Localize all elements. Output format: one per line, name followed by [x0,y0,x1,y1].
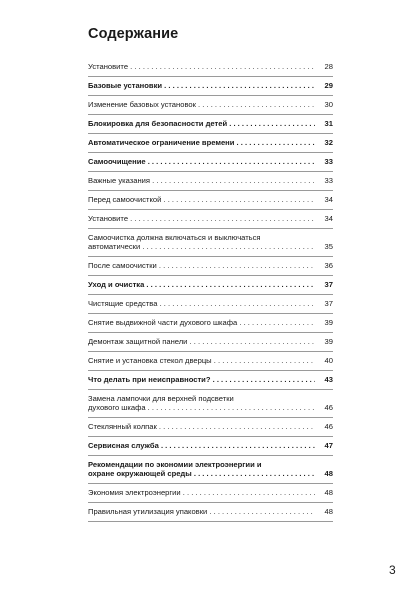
toc-entry-page: 48 [315,488,333,497]
toc-entry-title: Базовые установки [88,81,163,90]
toc-entry-title: Самоочистка должна включаться и выключаться [88,233,261,242]
toc-entry [88,503,333,522]
toc-entry-title: Установите [88,62,129,71]
toc-entry-title: Самоочищение [88,157,146,166]
toc-entry [88,314,333,333]
toc-entry [88,371,333,390]
toc-entry [88,418,333,437]
toc-entry-title: Уход и очистка [88,280,145,289]
toc-entry-title: Рекомендации по экономии электроэнергии и [88,460,262,469]
toc-entry-page: 28 [315,62,333,71]
toc-entry [88,276,333,295]
toc-entry-page: 37 [315,299,333,308]
toc-entry-page: 33 [315,157,333,166]
toc-entry-title: После самоочистки [88,261,157,270]
toc-entry-page: 39 [315,337,333,346]
toc-entry [88,191,333,210]
toc-entry-page: 40 [315,356,333,365]
toc-entry-page: 31 [315,119,333,128]
toc-entry-page: 29 [315,81,333,90]
toc-entry-title: Правильная утилизация упаковки [88,507,208,516]
toc-entry-page: 48 [315,469,333,478]
toc-entry-title: Замена лампочки для верхней подсветки [88,394,234,403]
toc-entry [88,58,333,77]
toc-entry [88,77,333,96]
toc-entry [88,153,333,172]
toc-entry-title: Стеклянный колпак [88,422,157,431]
page-title: Содержание [88,26,179,42]
table-of-contents [88,58,333,522]
toc-entry-page: 34 [315,214,333,223]
toc-entry-page: 34 [315,195,333,204]
toc-entry-title: Блокировка для безопасности детей [88,119,228,128]
toc-entry-page: 30 [315,100,333,109]
toc-entry-title: Изменение базовых установок [88,100,196,109]
toc-entry-title: Перед самоочисткой [88,195,162,204]
toc-entry [88,390,333,418]
toc-entry-title: автоматически [88,242,141,251]
toc-entry [88,333,333,352]
toc-entry [88,484,333,503]
toc-entry-page: 35 [315,242,333,251]
toc-entry-title: Что делать при неисправности? [88,375,211,384]
toc-entry-title: Снятие выдвижной части духового шкафа [88,318,238,327]
toc-entry-page: 37 [315,280,333,289]
toc-entry [88,96,333,115]
toc-entry [88,352,333,371]
toc-entry [88,456,333,484]
toc-entry-title: Установите [88,214,129,223]
toc-entry-title: охране окружающей среды [88,469,192,478]
toc-entry-page: 47 [315,441,333,450]
toc-entry [88,210,333,229]
toc-entry-page: 43 [315,375,333,384]
toc-entry [88,257,333,276]
toc-entry-title: Снятие и установка стекол дверцы [88,356,212,365]
toc-entry-title: Автоматическое ограничение времени [88,138,235,147]
toc-entry-page: 32 [315,138,333,147]
toc-entry [88,115,333,134]
toc-entry-page: 46 [315,403,333,412]
toc-entry [88,229,333,257]
toc-entry-page: 36 [315,261,333,270]
page-number: 3 [389,563,396,577]
toc-entry-title: Демонтаж защитной панели [88,337,188,346]
toc-entry [88,295,333,314]
toc-entry-title: Важные указания [88,176,151,185]
toc-entry-page: 46 [315,422,333,431]
toc-entry-page: 39 [315,318,333,327]
toc-entry-title: Сервисная служба [88,441,159,450]
toc-entry-page: 33 [315,176,333,185]
toc-entry-title: Чистящие средства [88,299,158,308]
toc-entry-title: Экономия электроэнергии [88,488,181,497]
toc-entry [88,172,333,191]
toc-entry [88,437,333,456]
toc-entry-title: духового шкафа [88,403,146,412]
toc-entry-page: 48 [315,507,333,516]
toc-entry [88,134,333,153]
